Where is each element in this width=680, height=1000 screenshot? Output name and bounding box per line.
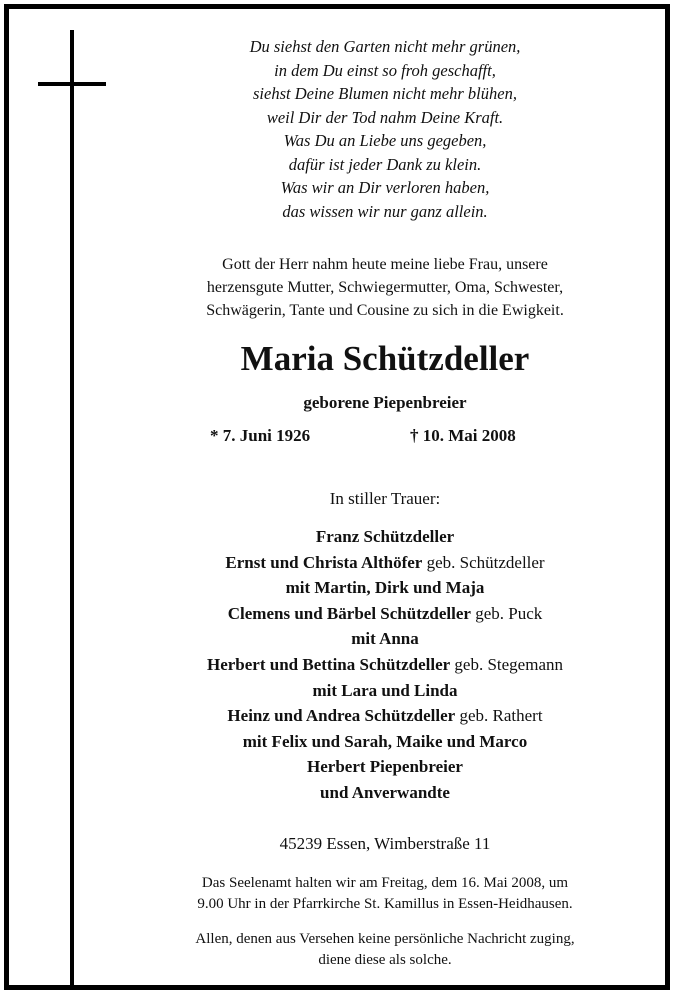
family-name: und Anverwandte (320, 782, 450, 802)
family-member (110, 550, 660, 576)
birth-date: * 7. Juni 1926 (210, 426, 311, 445)
poem-line: weil Dir der Tod nahm Deine Kraft. (266, 107, 504, 127)
poem-line: dafür ist jeder Dank zu klein. (288, 154, 482, 174)
family-member (110, 652, 660, 678)
death-date: † 10. Mai 2008 (410, 426, 516, 445)
family-name: Ernst und Christa Althöfer (225, 552, 423, 572)
cross-icon-vertical (70, 30, 74, 985)
poem-line: das wissen wir nur ganz allein. (282, 201, 488, 221)
intro-text (110, 253, 660, 322)
poem-line: siehst Deine Blumen nicht mehr blühen, (253, 84, 517, 103)
family-list (110, 524, 660, 806)
notice-line: diene diese als solche. (318, 952, 452, 968)
family-member (110, 524, 660, 550)
intro-line: Gott der Herr nahm heute meine liebe Frau, unsere (222, 256, 548, 273)
family-note: geb. Rathert (455, 706, 543, 726)
family-name: mit Lara und Linda (312, 680, 458, 700)
family-name: Clemens und Bärbel Schützdeller (227, 603, 471, 623)
deceased-name: Maria Schützdeller (240, 339, 530, 378)
family-name: mit Anna (351, 629, 419, 649)
family-note: geb. Puck (470, 603, 543, 623)
family-member (110, 626, 660, 652)
closing-notice (110, 929, 660, 971)
family-name: mit Martin, Dirk und Maja (285, 578, 485, 598)
family-name: mit Felix und Sarah, Maike und Marco (242, 731, 528, 751)
poem-line: Du siehst den Garten nicht mehr grünen, (249, 37, 521, 56)
family-member (110, 780, 660, 806)
family-note: geb. Schützdeller (422, 552, 545, 572)
poem-line: Was wir an Dir verloren haben, (280, 178, 490, 197)
family-member (110, 703, 660, 729)
family-name: Herbert und Bettina Schützdeller (206, 654, 451, 674)
address: 45239 Essen, Wimberstraße 11 (279, 834, 491, 853)
poem (110, 35, 660, 223)
family-member (110, 575, 660, 601)
intro-line: Schwägerin, Tante und Cousine zu sich in die Ewigkeit. (206, 302, 564, 319)
notice-line: Allen, denen aus Versehen keine persönliche Nachricht zuging, (195, 931, 575, 947)
poem-line: in dem Du einst so froh geschafft, (274, 60, 496, 80)
cross-icon-horizontal (38, 82, 106, 86)
family-name: Franz Schützdeller (315, 527, 455, 546)
mass-line: 9.00 Uhr in der Pfarrkirche St. Kamillus in Essen-Heidhausen. (197, 896, 573, 912)
maiden-name: geborene Piepenbreier (303, 393, 467, 412)
family-name: Heinz und Andrea Schützdeller (227, 706, 456, 726)
family-member (110, 601, 660, 627)
mass-info (110, 873, 660, 915)
family-note: geb. Stegemann (450, 654, 563, 674)
family-member (110, 729, 660, 755)
family-member (110, 754, 660, 780)
intro-line: herzensgute Mutter, Schwiegermutter, Oma, Schwester, (206, 279, 564, 296)
family-member (110, 678, 660, 704)
family-name: Herbert Piepenbreier (307, 757, 463, 777)
poem-line: Was Du an Liebe uns gegeben, (283, 131, 487, 150)
mourning-heading: In stiller Trauer: (329, 489, 441, 508)
mass-line: Das Seelenamt halten wir am Freitag, dem 16. Mai 2008, um (201, 875, 569, 891)
